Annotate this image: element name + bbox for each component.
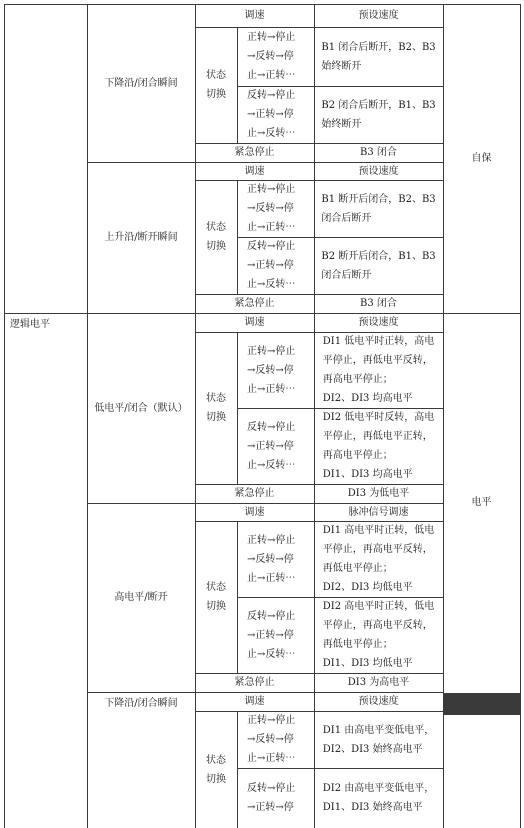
state-label-cell-text: 状态 切换 [206,582,226,612]
col-divider-4 [314,313,315,332]
header-preset-cell [314,162,443,180]
col-divider-4 [314,27,315,143]
state-label-cell-text: 状态 切换 [206,222,226,252]
header-speed-cell [195,162,314,180]
header-speed-cell [195,692,314,711]
sequence-cell-text: 反转→停止 →正转→停 止→反转⋯ [247,610,296,660]
condition-cell [318,711,439,768]
trigger-cell [87,503,195,692]
sequence-cell [247,768,312,828]
header-speed-cell-text: 调速 [244,506,265,518]
condition-cell [318,86,439,143]
sequence-cell [247,597,312,673]
header-preset-cell-text: 预设速度 [358,696,399,707]
trigger-cell [87,313,195,503]
sequence-cell [247,332,312,408]
stop-label-cell [195,143,314,162]
stop-condition-cell-text: B3 闭合 [360,298,397,309]
sequence-cell-text: 反转→停止 →正转→停 止→反转⋯ [247,90,296,139]
trigger-cell-text: 低电平/闭合（默认） [94,402,188,414]
condition-cell [318,180,439,237]
trigger-cell-text: 高电平/断开 [114,592,168,603]
condition-cell-text: B1 断开后闭合，B2、B3 闭合后断开 [321,193,436,224]
header-preset-cell-text: 预设速度 [358,165,399,177]
sequence-cell-text: 反转→停止 →正转→停 止→反转⋯ [247,241,296,290]
condition-cell-text: B2 闭合后断开，B1、B3 始终断开 [321,99,436,130]
stop-condition-cell [314,673,443,692]
col-divider-4 [314,4,315,27]
state-label-cell-text: 状态 切换 [206,393,226,423]
mode-divider [443,313,521,314]
sequence-cell [247,521,312,597]
mode-divider [443,693,521,715]
sequence-cell-text: 正转→停止 →反转→停 止→正转⋯ [247,715,296,764]
sequence-cell [247,237,312,294]
stop-condition-cell-text: B3 闭合 [360,147,397,158]
condition-cell-text: DI2 由高电平变低电平， DI1、DI3 始终高电平 [322,783,435,813]
condition-cell-text: B2 断开后闭合，B1、B3 闭合后断开 [321,250,436,281]
sequence-cell-text: 正转→停止 →反转→停 止→正转⋯ [247,345,296,395]
col-divider-3 [237,27,238,143]
stop-condition-cell-text: DI3 为低电平 [347,488,410,499]
col-divider-4 [314,503,315,521]
stop-label-cell [195,484,314,503]
col-divider-4 [314,692,315,711]
condition-cell [318,27,439,86]
sequence-cell-text: 正转→停止 →反转→停 止→正转⋯ [247,534,296,584]
col-divider-4 [314,162,315,180]
stop-condition-cell-text: DI3 为高电平 [347,677,410,688]
header-preset-cell [314,4,443,27]
col-divider-3 [237,711,238,828]
state-label-cell [195,521,237,673]
stop-label-cell-text: 紧急停止 [234,298,275,309]
mode-cell-text: 自保 [471,153,492,164]
condition-cell [318,768,439,828]
state-label-cell [195,27,237,143]
header-speed-cell-text: 调速 [244,165,265,177]
mode-cell [443,4,520,313]
trigger-cell-text: 下降沿/闭合瞬间 [104,697,178,709]
condition-cell-text: DI1 由高电平变低电平， DI2、DI3 始终高电平 [322,724,435,755]
header-preset-cell-text: 预设速度 [358,10,399,21]
stop-condition-cell [314,143,443,162]
sequence-cell [247,180,312,237]
sequence-cell-text: 反转→停止 →正转→停 [247,783,296,813]
state-label-cell [195,180,237,294]
stop-condition-cell [314,294,443,313]
stop-label-cell-text: 紧急停止 [234,488,275,499]
col-divider-4 [314,711,315,828]
border-left [4,4,5,828]
condition-cell-text: DI2 低电平时反转，高电 平停止，再低电平正转， 再高电平停止； DI1、DI3 均高电平 [322,412,435,480]
header-speed-cell-text: 调速 [244,317,265,328]
header-speed-cell [195,313,314,332]
condition-cell-text: DI1 高电平时正转，低电 平停止，再高电平反转， 再低电平停止； DI2、DI3 均低电平 [322,525,435,593]
header-speed-cell [195,503,314,521]
condition-cell [318,597,439,673]
sequence-cell [247,86,312,143]
category-divider [4,313,87,314]
header-preset-cell [314,692,443,711]
header-preset-cell [314,313,443,332]
stop-label-cell [195,673,314,692]
header-speed-cell [195,4,314,27]
mode-cell [443,313,520,692]
category-cell [10,313,90,335]
state-label-cell [195,332,237,484]
mode-cell-text: 电平 [471,497,492,508]
category-cell-text: 逻辑电平 [10,318,50,330]
header-speed-cell-text: 调速 [244,696,265,707]
trigger-cell [87,4,195,162]
stop-label-cell [195,294,314,313]
state-label-cell [195,711,237,828]
condition-cell-text: B1 闭合后断开，B2、B3 始终断开 [321,41,436,72]
state-label-cell-text: 状态 切换 [206,70,226,100]
trigger-cell [87,162,195,313]
trigger-cell [87,692,195,714]
stop-label-cell-text: 紧急停止 [234,677,275,688]
header-speed-cell-text: 调速 [244,10,265,21]
sequence-cell-text: 正转→停止 →反转→停 止→正转⋯ [247,184,296,233]
state-label-cell-text: 状态 切换 [206,754,226,785]
header-preset-cell-text: 脉冲信号调速 [348,506,409,518]
sequence-cell-text: 正转→停止 →反转→停 止→正转⋯ [247,32,296,81]
header-preset-cell [314,503,443,521]
sequence-cell [247,27,312,86]
sequence-cell [247,408,312,484]
sequence-cell [247,711,312,768]
condition-cell [318,237,439,294]
stop-condition-cell [314,484,443,503]
trigger-cell-text: 上升沿/断开瞬间 [104,232,178,243]
condition-cell [318,408,439,484]
condition-cell-text: DI1 低电平时正转，高电 平停止，再低电平反转， 再高电平停止； DI2、DI3 均高电平 [322,336,435,404]
condition-cell-text: DI2 高电平时正转，低电 平停止，再高电平反转， 再低电平停止； DI1、DI3 均低电平 [322,601,435,669]
trigger-cell-text: 下降沿/闭合瞬间 [104,77,178,89]
stop-label-cell-text: 紧急停止 [234,147,275,158]
sequence-cell-text: 反转→停止 →正转→停 止→反转⋯ [247,421,296,471]
condition-cell [318,332,439,408]
condition-cell [318,521,439,597]
header-preset-cell-text: 预设速度 [358,317,399,328]
